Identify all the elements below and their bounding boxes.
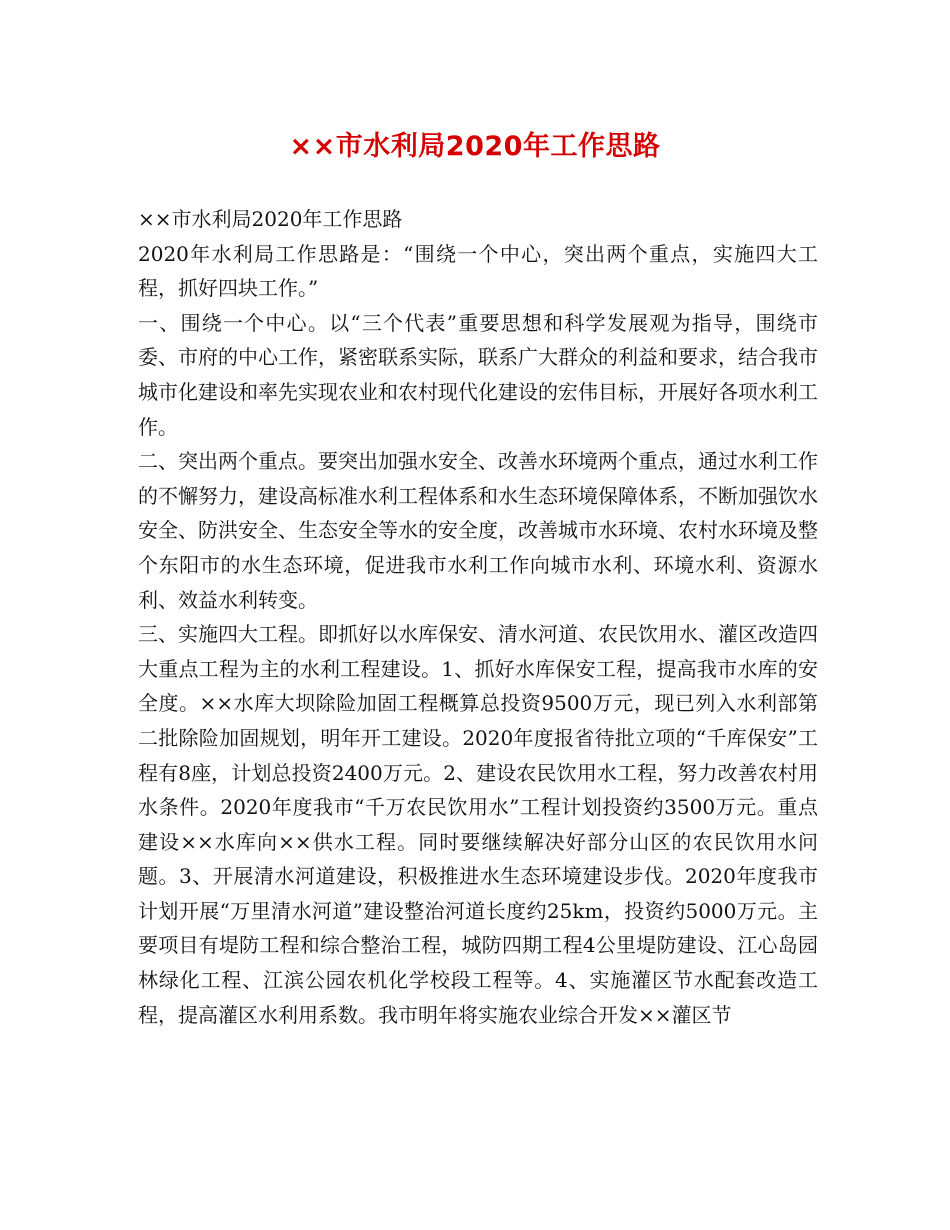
paragraph-section-one: 一、围绕一个中心。以“三个代表”重要思想和科学发展观为指导，围绕市委、市府的中心工作，紧密联系实际，联系广大群众的利益和要求，结合我市城市化建设和率先实现农业和农村现代化建设的宏伟目标，开展好各项水利工作。 <box>138 310 818 439</box>
document-title: ××市水利局2020年工作思路 <box>289 131 661 162</box>
document-body <box>138 202 818 1032</box>
paragraph-subtitle: ××市水利局2020年工作思路 <box>138 207 403 231</box>
paragraph-section-three: 三、实施四大工程。即抓好以水库保安、清水河道、农民饮用水、灌区改造四大重点工程为主的水利工程建设。1、抓好水库保安工程，提高我市水库的安全度。××水库大坝除险加固工程概算总投资9500万元，现已列入水利部第二批除险加固规划，明年开工建设。2020年度报省待批立项的“千库保安”工程有8座，计划总投资2400万元。2、建设农民饮用水工程，努力改善农村用水条件。2020年度我市“千万农民饮用水”工程计划投资约3500万元。重点建设××水库向××供水工程。同时要继续解决好部分山区的农民饮用水问题。3、开展清水河道建设，积极推进水生态环境建设步伐。2020年度我市计划开展“万里清水河道”建设整治河道长度约25km，投资约5000万元。主要项目有堤防工程和综合整治工程，城防四期工程4公里堤防建设、江心岛园林绿化工程、江滨公园农机化学校段工程等。4、实施灌区节水配套改造工程，提高灌区水利用系数。我市明年将实施农业综合开发××灌区节 <box>138 622 818 1027</box>
paragraph-overview: 2020年水利局工作思路是：“围绕一个中心，突出两个重点，实施四大工程，抓好四块工作。” <box>138 241 818 301</box>
paragraph-section-two: 二、突出两个重点。要突出加强水安全、改善水环境两个重点，通过水利工作的不懈努力，建设高标准水利工程体系和水生态环境保障体系，不断加强饮水安全、防洪安全、生态安全等水的安全度，改善城市水环境、农村水环境及整个东阳市的水生态环境，促进我市水利工作向城市水利、环境水利、资源水利、效益水利转变。 <box>138 449 818 612</box>
